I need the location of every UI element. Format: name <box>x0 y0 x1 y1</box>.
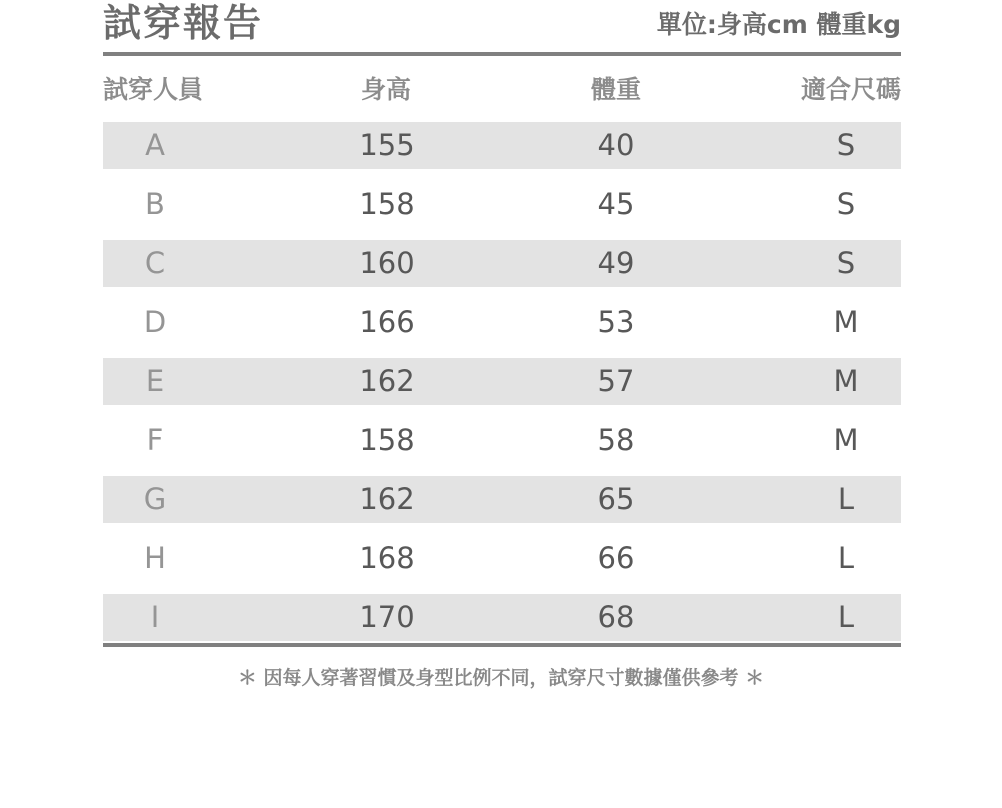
weight-cell: 66 <box>597 541 635 575</box>
table-row <box>103 122 901 169</box>
person-cell: H <box>144 541 166 575</box>
column-header-size: 適合尺碼 <box>800 75 901 104</box>
table-header <box>103 70 901 110</box>
top-divider <box>103 52 901 56</box>
height-cell: 162 <box>359 364 415 398</box>
table-row <box>103 535 901 582</box>
person-cell: F <box>146 423 164 457</box>
size-cell: S <box>836 187 856 221</box>
height-cell: 158 <box>359 187 415 221</box>
height-cell: 166 <box>359 305 415 339</box>
weight-cell: 40 <box>597 128 635 162</box>
footnote: ＊ 因每人穿著習慣及身型比例不同，試穿尺寸數據僅供參考 ＊ <box>237 667 765 689</box>
height-cell: 158 <box>359 423 415 457</box>
height-cell: 160 <box>359 246 415 280</box>
size-cell: S <box>836 128 856 162</box>
size-cell: L <box>837 541 855 575</box>
person-cell: D <box>143 305 167 339</box>
report-header <box>103 0 901 50</box>
weight-cell: 57 <box>597 364 635 398</box>
person-cell: C <box>144 246 166 280</box>
height-cell: 155 <box>359 128 415 162</box>
weight-cell: 45 <box>597 187 635 221</box>
height-cell: 168 <box>359 541 415 575</box>
height-cell: 162 <box>359 482 415 516</box>
table-row <box>103 299 901 346</box>
size-cell: L <box>837 482 855 516</box>
weight-cell: 58 <box>597 423 635 457</box>
weight-cell: 53 <box>597 305 635 339</box>
person-cell: B <box>145 187 165 221</box>
column-header-person: 試穿人員 <box>103 75 204 104</box>
table-row <box>103 181 901 228</box>
size-cell: M <box>833 305 859 339</box>
person-cell: E <box>145 364 165 398</box>
table-row <box>103 594 901 641</box>
height-cell: 170 <box>359 600 415 634</box>
person-cell: A <box>145 128 165 162</box>
weight-cell: 65 <box>597 482 635 516</box>
size-cell: L <box>837 600 855 634</box>
column-header-height: 身高 <box>361 75 412 104</box>
report-title: 試穿報告 <box>103 1 264 45</box>
person-cell: G <box>143 482 167 516</box>
size-cell: M <box>833 423 859 457</box>
weight-cell: 49 <box>597 246 635 280</box>
person-cell: I <box>150 600 160 634</box>
table-row <box>103 240 901 287</box>
bottom-divider <box>103 643 901 647</box>
units-note: 單位:身高cm 體重kg <box>656 10 901 39</box>
table-row <box>103 476 901 523</box>
fitting-table <box>103 122 901 653</box>
weight-cell: 68 <box>597 600 635 634</box>
table-row <box>103 358 901 405</box>
size-cell: S <box>836 246 856 280</box>
size-cell: M <box>833 364 859 398</box>
column-header-weight: 體重 <box>591 75 642 104</box>
table-row <box>103 417 901 464</box>
